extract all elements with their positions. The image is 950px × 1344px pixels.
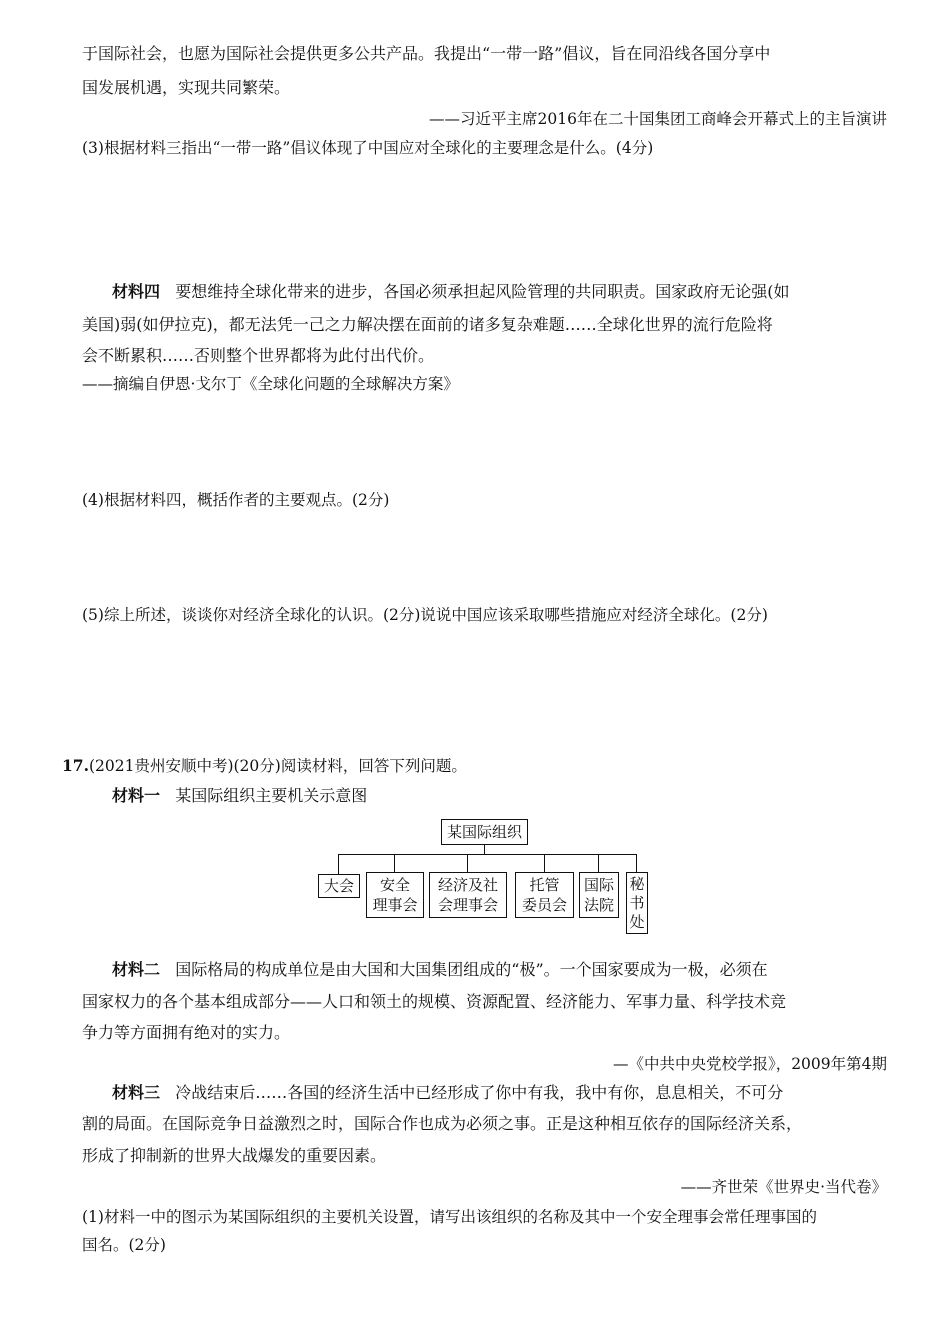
- material3-line-1: [112, 1083, 783, 1103]
- material2-text-1: 国际格局的构成单位是由大国和大国集团组成的“极”。一个国家要成为一极，必须在: [175, 960, 768, 979]
- org-box-economic-social-council: [429, 872, 507, 918]
- connector-6: [636, 854, 637, 872]
- top-source: ——习近平主席2016年在二十国集团工商峰会开幕式上的主旨演讲: [429, 110, 887, 128]
- org-box-court-of-justice: [579, 872, 619, 918]
- material1-text: 某国际组织主要机关示意图: [175, 786, 368, 805]
- org-box-trusteeship-council-line-1: 托管: [529, 876, 560, 894]
- material3-label: 材料三: [112, 1083, 161, 1102]
- connector-2: [394, 854, 395, 872]
- org-box-secretariat: [626, 872, 648, 934]
- material1-line: [112, 786, 367, 806]
- material4-source: ——摘编自伊恩·戈尔丁《全球化问题的全球解决方案》: [82, 375, 459, 393]
- org-box-secretariat-char-1: 秘: [629, 874, 645, 893]
- material4-line-1: [112, 282, 790, 302]
- question-17-intro: (2021贵州安顺中考)(20分)阅读材料，回答下列问题。: [88, 757, 467, 775]
- org-box-security-council-line-2: 理事会: [372, 896, 418, 914]
- org-box-assembly: [318, 874, 360, 898]
- material2-line-2: 国家权力的各个基本组成部分——人口和领土的规模、资源配置、经济能力、军事力量、科学技术竞: [82, 992, 787, 1011]
- question-3: (3)根据材料三指出“一带一路”倡议体现了中国应对全球化的主要理念是什么。(4分): [82, 139, 654, 157]
- material2-line-3: 争力等方面拥有绝对的实力。: [82, 1023, 291, 1042]
- material3-line-2: 割的局面。在国际竞争日益激烈之时，国际合作也成为必须之事。正是这种相互依存的国际经济关系，: [82, 1114, 803, 1133]
- material4-line-2: 美国)弱(如伊拉克)，都无法凭一己之力解决摆在面前的诸多复杂难题……全球化世界的流行危险将: [82, 315, 773, 334]
- org-box-trusteeship-council: [515, 872, 574, 918]
- org-box-secretariat-char-2: 书: [629, 893, 645, 912]
- org-chart-root: 某国际组织: [441, 819, 528, 845]
- question-17-1-line-1: (1)材料一中的图示为某国际组织的主要机关设置，请写出该组织的名称及其中一个安全理事会常任理事国的: [82, 1208, 817, 1226]
- org-box-court-of-justice-line-1: 国际: [583, 876, 614, 894]
- connector-root: [484, 844, 485, 854]
- org-box-assembly-label: 大会: [323, 877, 354, 895]
- connector-3: [467, 854, 468, 872]
- connector-horizontal: [338, 854, 636, 855]
- connector-5: [598, 854, 599, 872]
- top-text-line-1: 于国际社会，也愿为国际社会提供更多公共产品。我提出“一带一路”倡议，旨在同沿线各国分享中: [82, 44, 771, 63]
- material3-source: ——齐世荣《世界史·当代卷》: [680, 1178, 887, 1196]
- org-box-economic-social-council-line-2: 会理事会: [437, 896, 498, 914]
- org-box-security-council: [366, 872, 424, 918]
- material2-source: —《中共中央党校学报》，2009年第4期: [612, 1055, 887, 1073]
- top-text-line-2: 国发展机遇，实现共同繁荣。: [82, 78, 291, 97]
- material3-text-1: 冷战结束后……各国的经济生活中已经形成了你中有我，我中有你，息息相关，不可分: [175, 1083, 784, 1102]
- question-17-number: 17.: [62, 756, 89, 775]
- material3-line-3: 形成了抑制新的世界大战爆发的重要因素。: [82, 1146, 387, 1165]
- material4-label: 材料四: [112, 282, 161, 301]
- material4-text-1: 要想维持全球化带来的进步，各国必须承担起风险管理的共同职责。国家政府无论强(如: [175, 282, 790, 301]
- org-box-security-council-line-1: 安全: [379, 876, 410, 894]
- org-box-secretariat-char-3: 处: [629, 912, 645, 931]
- question-17-1-line-2: 国名。(2分): [82, 1236, 166, 1254]
- org-box-court-of-justice-line-2: 法院: [583, 896, 614, 914]
- material2-line-1: [112, 960, 768, 980]
- connector-1: [338, 854, 339, 874]
- question-4: (4)根据材料四，概括作者的主要观点。(2分): [82, 491, 390, 509]
- connector-4: [544, 854, 545, 872]
- org-box-trusteeship-council-line-2: 委员会: [521, 896, 567, 914]
- material2-label: 材料二: [112, 960, 161, 979]
- question-17-header: [62, 756, 467, 776]
- question-5: (5)综上所述，谈谈你对经济全球化的认识。(2分)说说中国应该采取哪些措施应对经济全球化。(2分): [82, 606, 768, 624]
- material1-label: 材料一: [112, 786, 161, 805]
- material4-line-3: 会不断累积……否则整个世界都将为此付出代价。: [82, 346, 435, 365]
- org-box-economic-social-council-line-1: 经济及社: [437, 876, 498, 894]
